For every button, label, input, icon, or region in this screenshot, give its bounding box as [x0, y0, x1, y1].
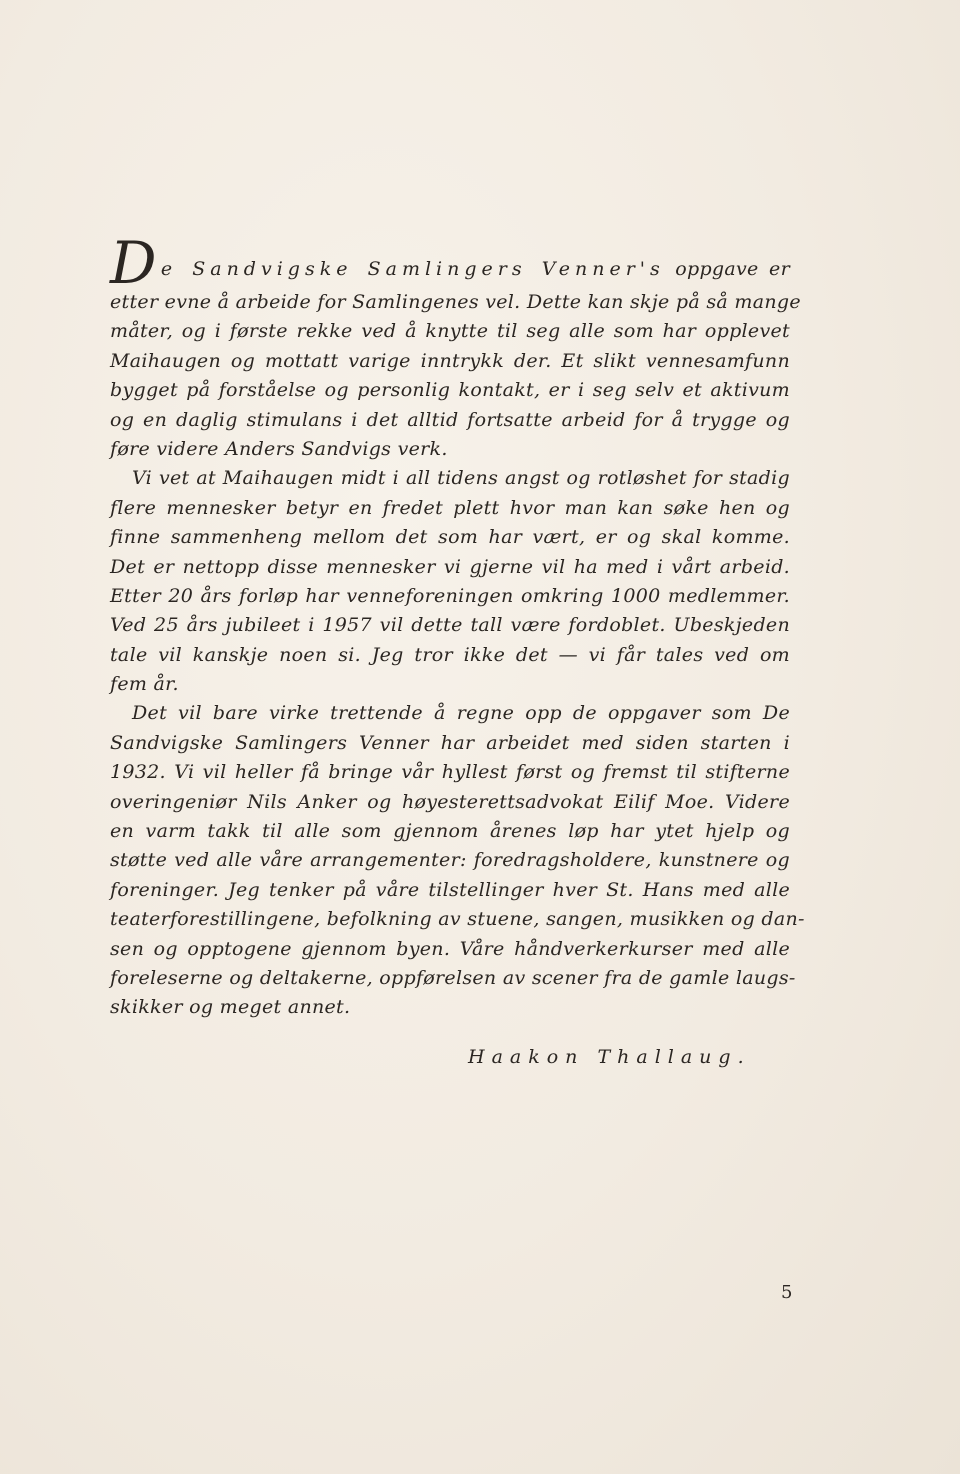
text-line: fem år. — [110, 673, 179, 696]
text-line: etter evne å arbeide for Samlingenes vel. Dette kan skje på så mange — [110, 291, 801, 313]
letter-body — [110, 229, 805, 1023]
drop-cap: D — [110, 229, 157, 297]
text-line: teaterforestillingene, befolkning av stuene, sangen, musikken og dan- — [110, 908, 805, 931]
text-line: flere mennesker betyr en fredet plett hvor man kan søke hen og — [110, 496, 790, 519]
text-line: Maihaugen og mottatt varige inntrykk der. Et slikt vennesamfunn — [110, 349, 790, 372]
text-line: overingeniør Nils Anker og høyesterettsadvokat Eilif Moe. Videre — [110, 790, 790, 813]
text-line: Det er nettopp disse mennesker vi gjerne vil ha med i vårt arbeid. — [110, 555, 790, 578]
text-line: bygget på forståelse og personlig kontakt, er i seg selv et aktivum — [110, 379, 790, 402]
text-line: en varm takk til alle som gjennom årenes løp har ytet hjelp og — [110, 820, 790, 843]
first-line — [110, 229, 790, 297]
text-line: skikker og meget annet. — [110, 996, 351, 1019]
first-line-spaced-text: e Sandvigske Samlingers Venner's — [160, 258, 665, 280]
text-line: Etter 20 års forløp har venneforeningen omkring 1000 medlemmer. — [110, 584, 790, 607]
text-line: Det vil bare virke trettende å regne opp de oppgaver som De — [132, 702, 790, 725]
text-line: føre videre Anders Sandvigs verk. — [110, 437, 448, 460]
text-line: foreninger. Jeg tenker på våre tilstellinger hver St. Hans med alle — [110, 878, 790, 901]
text-line: 1932. Vi vil heller få bringe vår hyllest først og fremst til stifterne — [110, 761, 790, 784]
text-line: foreleserne og deltakerne, oppførelsen av scener fra de gamle laugs- — [110, 966, 796, 989]
text-line: støtte ved alle våre arrangementer: foredragsholdere, kunstnere og — [110, 849, 790, 872]
first-line-rest-text: oppgave er — [664, 258, 790, 280]
text-line: Sandvigske Samlingers Venner har arbeidet med siden starten i — [110, 731, 790, 754]
signature: Haakon Thallaug. — [468, 1046, 751, 1068]
text-line: finne sammenheng mellom det som har vært, er og skal komme. — [110, 526, 790, 549]
text-line: Ved 25 års jubileet i 1957 vil dette tall være fordoblet. Ubeskjeden — [110, 614, 790, 637]
text-line: sen og opptogene gjennom byen. Våre håndverkerkurser med alle — [110, 937, 790, 960]
page-number: 5 — [781, 1282, 793, 1303]
text-line: og en daglig stimulans i det alltid fortsatte arbeid for å trygge og — [110, 408, 790, 431]
text-line: Vi vet at Maihaugen midt i all tidens angst og rotløshet for stadig — [132, 467, 790, 490]
text-line: tale vil kanskje noen si. Jeg tror ikke det — vi får tales ved om — [110, 643, 790, 666]
text-line: måter, og i første rekke ved å knytte til seg alle som har opplevet — [110, 320, 790, 343]
